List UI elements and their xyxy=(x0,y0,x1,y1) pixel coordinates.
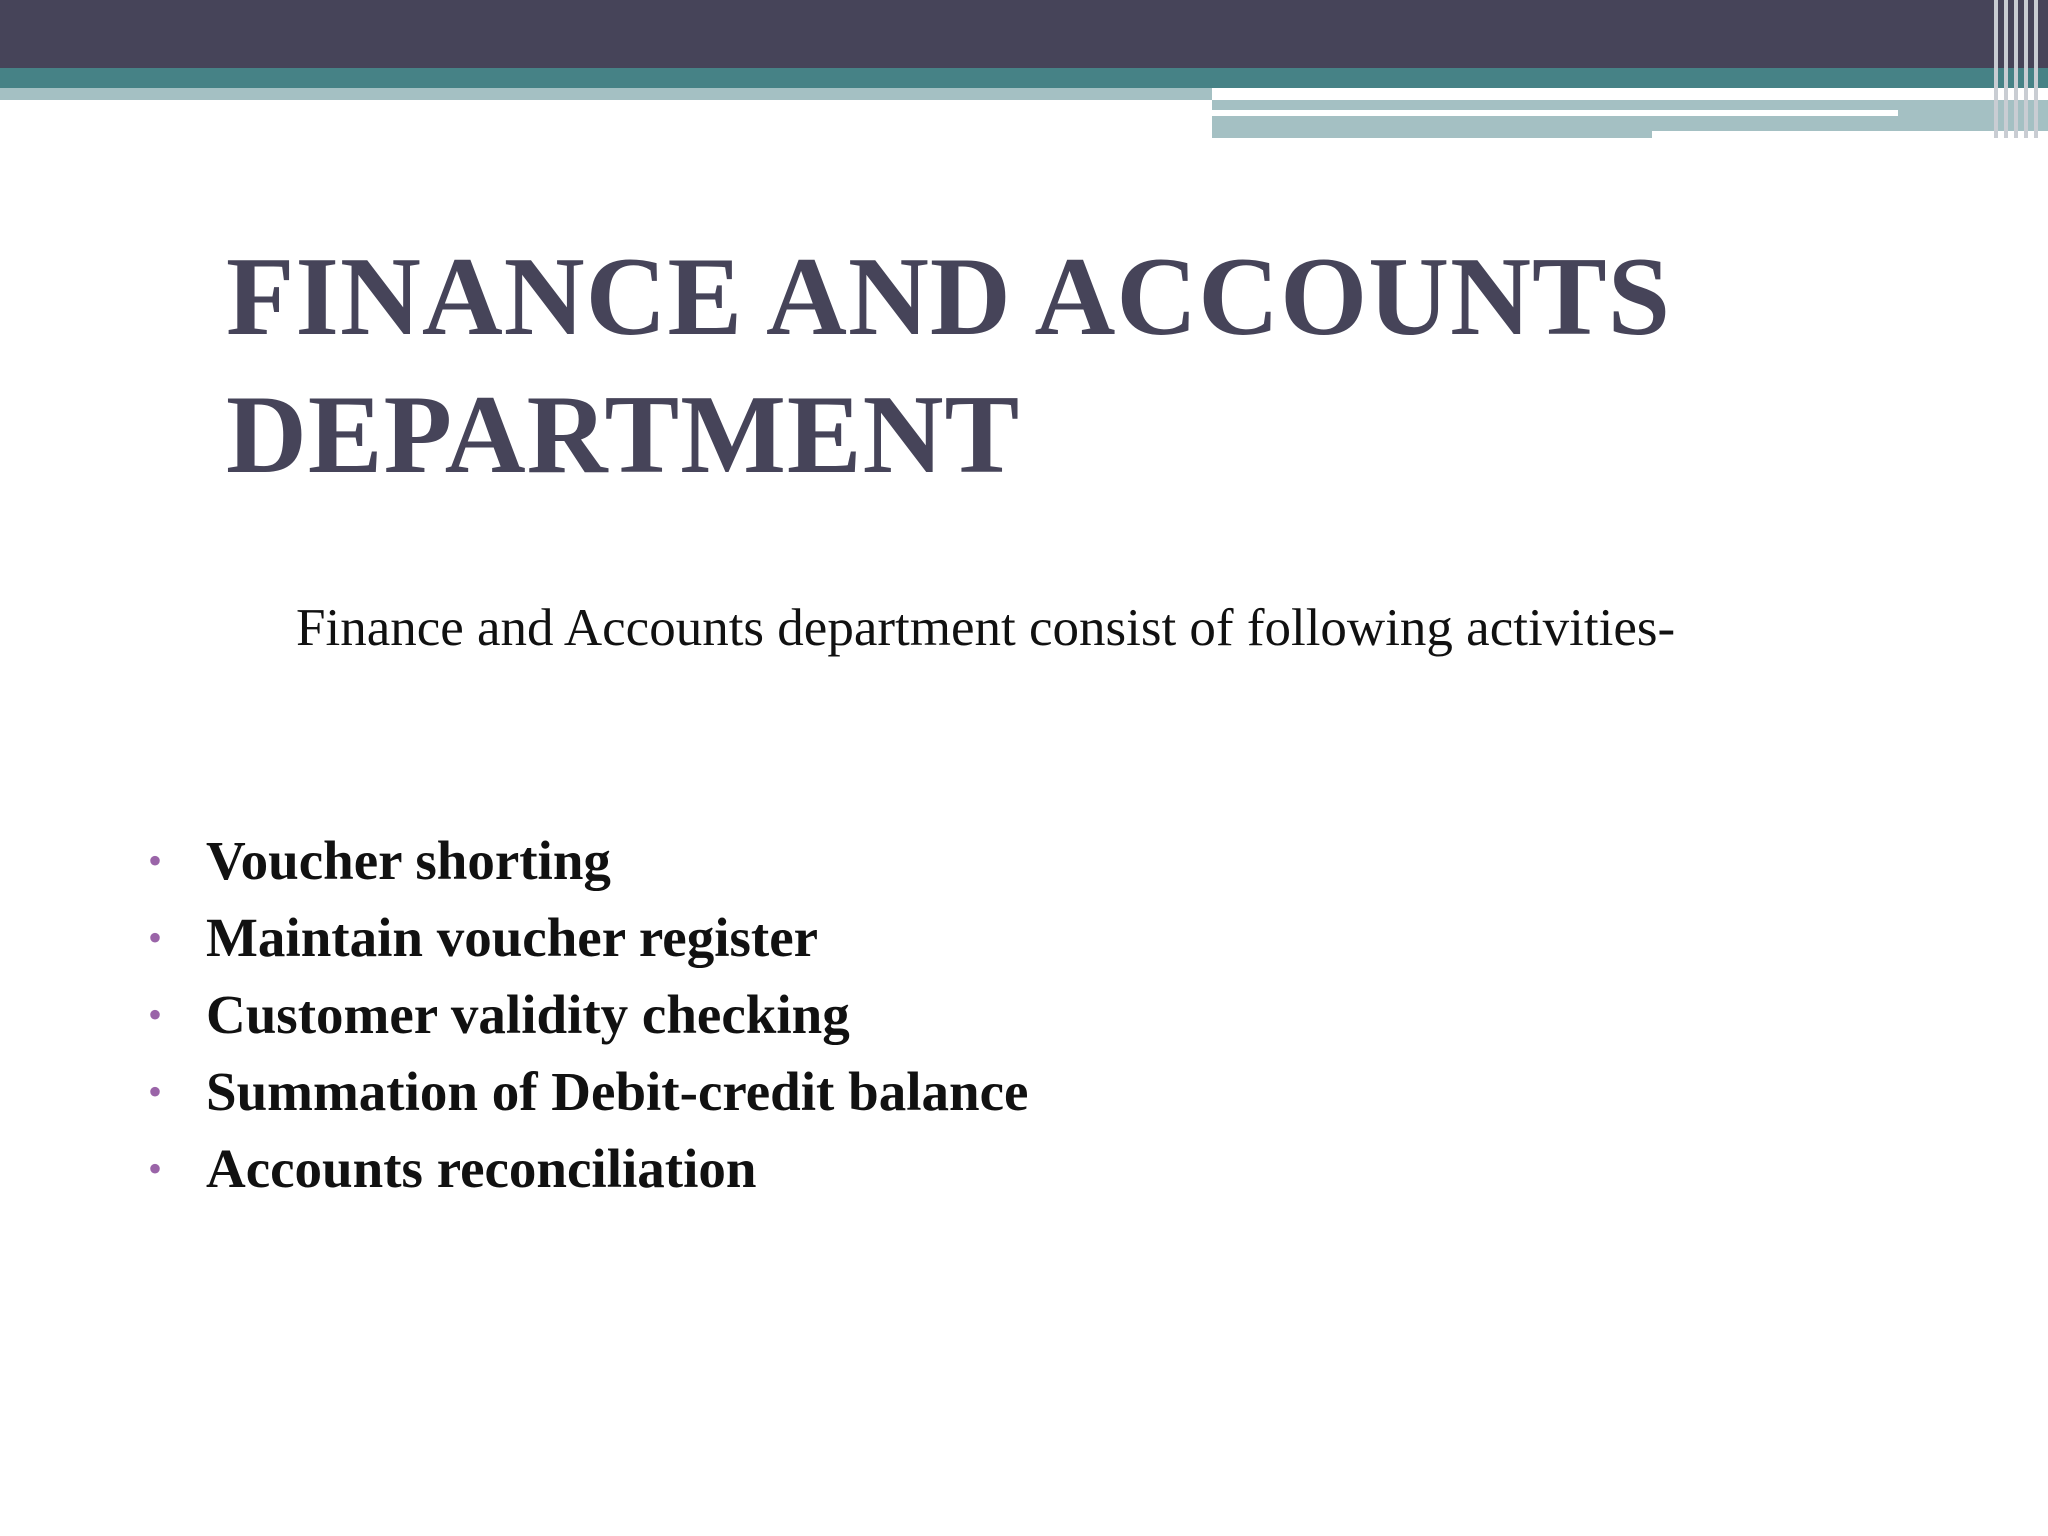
bullet-icon: • xyxy=(148,838,163,883)
list-item-text: Maintain voucher register xyxy=(206,907,819,968)
list-item xyxy=(148,899,1548,976)
bullet-icon: • xyxy=(148,992,163,1037)
list-item-text: Summation of Debit-credit balance xyxy=(206,1061,1029,1122)
header-edge-line xyxy=(2014,0,2018,138)
header-white-step xyxy=(1652,131,2048,139)
activities-list xyxy=(148,822,1548,1207)
header-bar-light-left xyxy=(0,88,1212,100)
header-bar-dark xyxy=(0,0,2048,68)
slide-title-line-2: DEPARTMENT xyxy=(226,373,1021,497)
bullet-icon: • xyxy=(148,1146,163,1191)
slide-title-line-1: FINANCE AND ACCOUNTS xyxy=(226,235,1672,359)
intro-text: Finance and Accounts department consist of following activities- xyxy=(296,599,1676,657)
header-white-line xyxy=(1212,110,1898,116)
header-bar-teal xyxy=(0,68,2048,88)
header-edge-line xyxy=(2004,0,2008,138)
slide-title xyxy=(226,228,1926,504)
header-edge-line xyxy=(2024,0,2028,138)
list-item xyxy=(148,976,1548,1053)
list-item xyxy=(148,822,1548,899)
header-edge-line xyxy=(2034,0,2038,138)
list-item-text: Customer validity checking xyxy=(206,984,850,1045)
bullet-icon: • xyxy=(148,915,163,960)
bullet-icon: • xyxy=(148,1069,163,1114)
list-item xyxy=(148,1130,1548,1207)
header-decoration xyxy=(0,0,2048,145)
header-edge-line xyxy=(1994,0,1998,138)
list-item xyxy=(148,1053,1548,1130)
list-item-text: Accounts reconciliation xyxy=(206,1138,757,1199)
list-item-text: Voucher shorting xyxy=(206,830,611,891)
